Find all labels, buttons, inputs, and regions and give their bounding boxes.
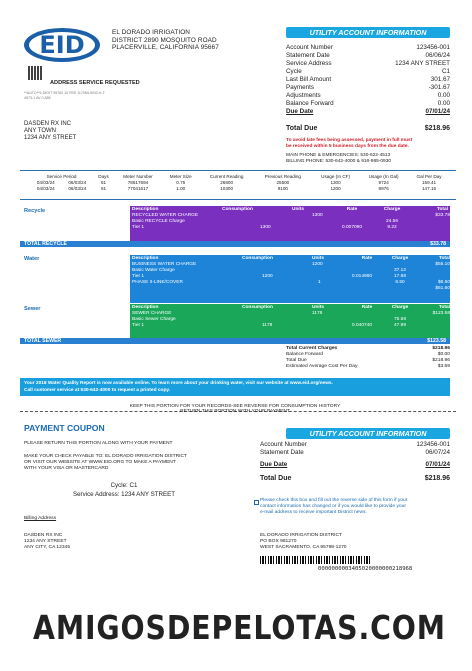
table-row: 04/03/24 06/03/24 61 78617694 0.75 26800 25500 1300 9724 159.41 bbox=[36, 180, 437, 185]
coupon-total-due: Total Due $218.96 bbox=[260, 475, 450, 482]
account-number-row: Account Number 123456-001 bbox=[286, 44, 450, 51]
table-row: PHASE II-LINE/COVER 1 6.50 $6.50 bbox=[132, 280, 450, 285]
coupon-cycle-service: Cycle: C1 Service Address: 1234 ANY STREET bbox=[72, 482, 176, 498]
balance-forward-row: Balance Forward 0.00 bbox=[286, 100, 450, 107]
contact-change-checkbox[interactable] bbox=[254, 500, 259, 505]
due-date-row: Due Date 07/01/24 bbox=[286, 108, 450, 115]
coupon-payable: MAKE YOUR CHECK PAYABLE TO: EL DORADO IRRIGATION DISTRICT OR VISIT OUR WEBSITE AT WWW.EID.ORG TO MAKE A PAYMENT WITH YOUR VISA OR MASTERCARD bbox=[24, 454, 188, 471]
keep-portion-note: KEEP THIS PORTION FOR YOUR RECORDS-SEE REVERSE FOR CONSUMPTION HISTORY bbox=[129, 404, 341, 409]
table-row: $61.60 bbox=[435, 286, 450, 291]
cycle-row: Cycle C1 bbox=[286, 68, 450, 75]
account-info-header: UTILITY ACCOUNT INFORMATION bbox=[286, 27, 450, 38]
watermark: AMIGOSDEPELOTAS.COM bbox=[33, 608, 446, 647]
usage-table bbox=[30, 174, 450, 192]
address-service-requested: ADDRESS SERVICE REQUESTED bbox=[50, 80, 140, 86]
qr-code-icon bbox=[28, 66, 42, 80]
sewer-total-bar: TOTAL SEWER $123.58 bbox=[20, 338, 450, 344]
table-row: 04/03/24 06/03/24 61 77041617 1.00 10300 9100 1200 8976 147.15 bbox=[36, 186, 437, 191]
water-lines bbox=[132, 256, 450, 292]
table-row: Tier 1 1178 0.040740 47.99 bbox=[132, 323, 406, 328]
coupon-account-list bbox=[260, 441, 450, 457]
recycle-lines bbox=[132, 207, 450, 231]
adjustments-row: Adjustments 0.00 bbox=[286, 92, 450, 99]
svg-text:EID: EID bbox=[39, 31, 85, 59]
total-due-row: Total Due $218.96 bbox=[286, 125, 450, 132]
phone-numbers: MAIN PHONE & EMERGENCIES: 530-622-4513 BILLING PHONE: 530-642-4000 & 916-985-0930 bbox=[286, 153, 392, 165]
charge-header-row: Description Consumption Units Rate Charge Total bbox=[132, 305, 450, 310]
remit-address: EL DORADO IRRIGATION DISTRICT PO BOX 981270 WEST SACRAMENTO, CA 95798-1270 bbox=[260, 533, 347, 550]
table-row: Tier 1 1300 0.007090 9.22 bbox=[132, 225, 397, 230]
usage-header-row: Service Period Days Meter Number Meter Size Current Reading Previous Reading Usage (In CF) Usage (In Gal) Gal Per Day bbox=[46, 174, 442, 179]
eid-logo bbox=[22, 26, 102, 64]
sewer-lines bbox=[132, 305, 450, 329]
payment-coupon-title: PAYMENT COUPON bbox=[24, 423, 105, 433]
last-bill-row: Last Bill Amount 301.67 bbox=[286, 76, 450, 83]
table-row: Basic Water Charge 37.12 bbox=[132, 268, 406, 273]
sewer-label: Sewer bbox=[24, 306, 41, 312]
charges-summary bbox=[286, 346, 450, 370]
summary-row: Total Current Charges $218.96 bbox=[286, 346, 450, 351]
account-info-list bbox=[286, 44, 450, 116]
recycle-total-bar: TOTAL RECYCLE $33.78 bbox=[20, 241, 450, 247]
summary-row: Estimated Average Cost Per Day $3.59 bbox=[286, 364, 450, 370]
account-number-row: Account Number 123456-001 bbox=[260, 441, 450, 448]
table-row: SEWER CHARGE 1178 $123.58 bbox=[132, 311, 450, 316]
divider bbox=[20, 170, 456, 171]
divider bbox=[20, 199, 456, 200]
billing-address: DASDEN RX INC 1234 ANY STREET ANY CITY, CA 12345 bbox=[24, 533, 71, 550]
charge-header-row: Description Consumption Units Rate Charge Total bbox=[132, 256, 450, 261]
district-address: EL DORADO IRRIGATION DISTRICT 2890 MOSQUITO ROAD PLACERVILLE, CALIFORNIA 95667 bbox=[112, 29, 219, 52]
table-row: Tier 1 1200 0.014980 17.98 bbox=[132, 274, 406, 279]
billing-address-label: Billing Address bbox=[24, 516, 57, 521]
recycle-label: Recycle bbox=[24, 208, 46, 214]
statement-date-row: Statement Date 06/06/24 bbox=[286, 52, 450, 59]
table-row: Basic RECYCLE Charge 24.56 bbox=[132, 219, 398, 224]
postal-barcode-icon bbox=[260, 556, 370, 564]
statement-date-row: Statement Date 06/07/24 bbox=[260, 449, 450, 456]
water-quality-notice: Your 2018 Water Quality Report is now available online. To learn more about your drinking water, visit our website at www.eid.org/news. Call customer service at 530-642-4000 to request a printed copy. bbox=[20, 378, 450, 396]
contact-change-note: Please check this box and fill out the reverse side of this form if your contact information has changed or if you would like to provide your e-mail address to receive important District news. bbox=[260, 498, 408, 516]
coupon-due-date: Due Date 07/01/24 bbox=[260, 461, 450, 468]
summary-row: Total Due $218.96 bbox=[286, 358, 450, 364]
customer-address: DASDEN RX INC ANY TOWN 1234 ANY STREET bbox=[24, 121, 77, 142]
late-fee-notice: To avoid late fees being assessed, payment in full must be received within 5 business days from the due date. bbox=[286, 138, 413, 149]
table-row: BUSINESS WATER CHARGE 1200 $55.10 bbox=[132, 262, 450, 267]
scan-line: 0000000003405020000000218968 bbox=[318, 566, 413, 572]
mail-codes: **AUTO**5-DIGIT 95762 10 FBS 1170MLI0/42-K-T 4973-1 AV 0.385 bbox=[24, 91, 105, 100]
table-row: RECYCLED WATER CHARGE 1300 $33.78 bbox=[132, 213, 450, 218]
table-row: Basic Sewer Charge 75.59 bbox=[132, 317, 406, 322]
water-label: Water bbox=[24, 256, 40, 262]
coupon-instructions: PLEASE RETURN THIS PORTION ALONG WITH YOUR PAYMENT bbox=[24, 441, 173, 446]
coupon-account-header: UTILITY ACCOUNT INFORMATION bbox=[286, 428, 450, 439]
charge-header-row: Description Consumption Units Rate Charge Total bbox=[132, 207, 448, 212]
return-portion-note: RETURN THIS PORTION WITH YOUR PAYMENT bbox=[180, 409, 290, 414]
summary-row: Balance Forward $0.00 bbox=[286, 352, 450, 358]
payments-row: Payments -301.67 bbox=[286, 84, 450, 91]
service-address-row: Service Address 1234 ANY STREET bbox=[286, 60, 450, 67]
